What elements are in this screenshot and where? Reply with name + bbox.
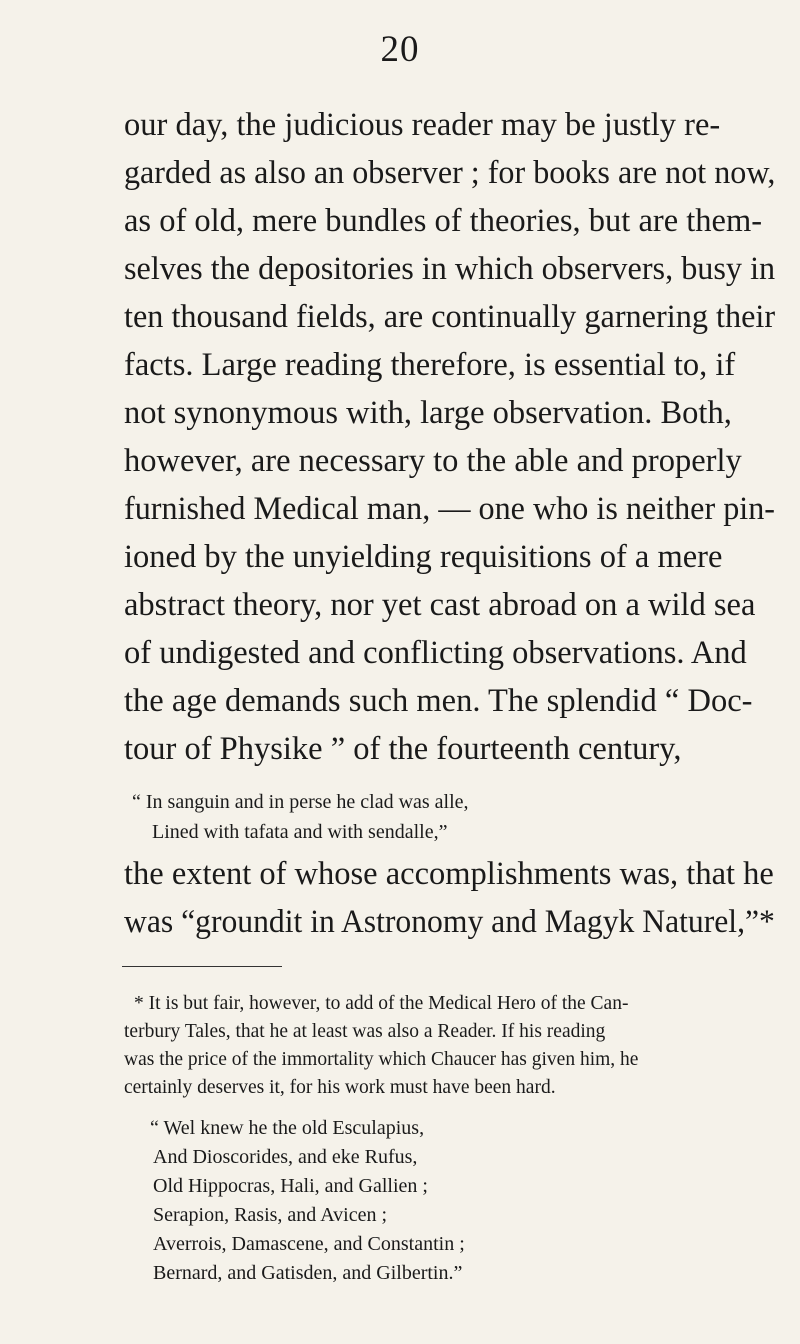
text-line: our day, the judicious reader may be justly re- <box>124 107 721 143</box>
text-line: the extent of whose accomplishments was, that he <box>124 856 774 892</box>
verse-line: Bernard, and Gatisden, and Gilbertin.” <box>153 1262 463 1284</box>
text-line: ioned by the unyielding requisitions of a mere <box>124 539 723 575</box>
text-line: as of old, mere bundles of theories, but are them- <box>124 203 763 239</box>
verse-line: Averrois, Damascene, and Constantin ; <box>153 1233 465 1255</box>
text-line: of undigested and conflicting observations. And <box>124 635 747 671</box>
text-line: tour of Physike ” of the fourteenth century, <box>124 731 682 767</box>
text-line: ten thousand fields, are continually garnering their <box>124 299 776 335</box>
verse-line: Lined with tafata and with sendalle,” <box>152 821 448 843</box>
text-line: not synonymous with, large observation. Both, <box>124 395 732 431</box>
footnote-line: certainly deserves it, for his work must have been hard. <box>124 1077 556 1098</box>
text-line: selves the depositories in which observers, busy in <box>124 251 776 287</box>
text-line: furnished Medical man, — one who is neither pin- <box>124 491 775 527</box>
verse-line: Old Hippocras, Hali, and Gallien ; <box>153 1175 428 1197</box>
footnote-divider <box>122 966 282 967</box>
text-line: garded as also an observer ; for books are not now, <box>124 155 776 191</box>
verse-line: “ Wel knew he the old Esculapius, <box>150 1117 425 1139</box>
text-line: the age demands such men. The splendid “ Doc- <box>124 683 753 719</box>
footnote-line: terbury Tales, that he at least was also a Reader. If his reading <box>124 1021 606 1042</box>
text-line: facts. Large reading therefore, is essential to, if <box>124 347 736 383</box>
verse-line: And Dioscorides, and eke Rufus, <box>153 1146 418 1168</box>
text-line: was “groundit in Astronomy and Magyk Naturel,”* <box>124 904 775 940</box>
text-line: abstract theory, nor yet cast abroad on a wild sea <box>124 587 756 623</box>
page-number: 20 <box>380 29 420 70</box>
verse-line: Serapion, Rasis, and Avicen ; <box>153 1204 388 1226</box>
text-line: however, are necessary to the able and properly <box>124 443 742 479</box>
footnote-line: * It is but fair, however, to add of the Medical Hero of the Can- <box>134 993 629 1014</box>
footnote-line: was the price of the immortality which Chaucer has given him, he <box>124 1049 639 1070</box>
verse-line: “ In sanguin and in perse he clad was alle, <box>132 791 469 813</box>
